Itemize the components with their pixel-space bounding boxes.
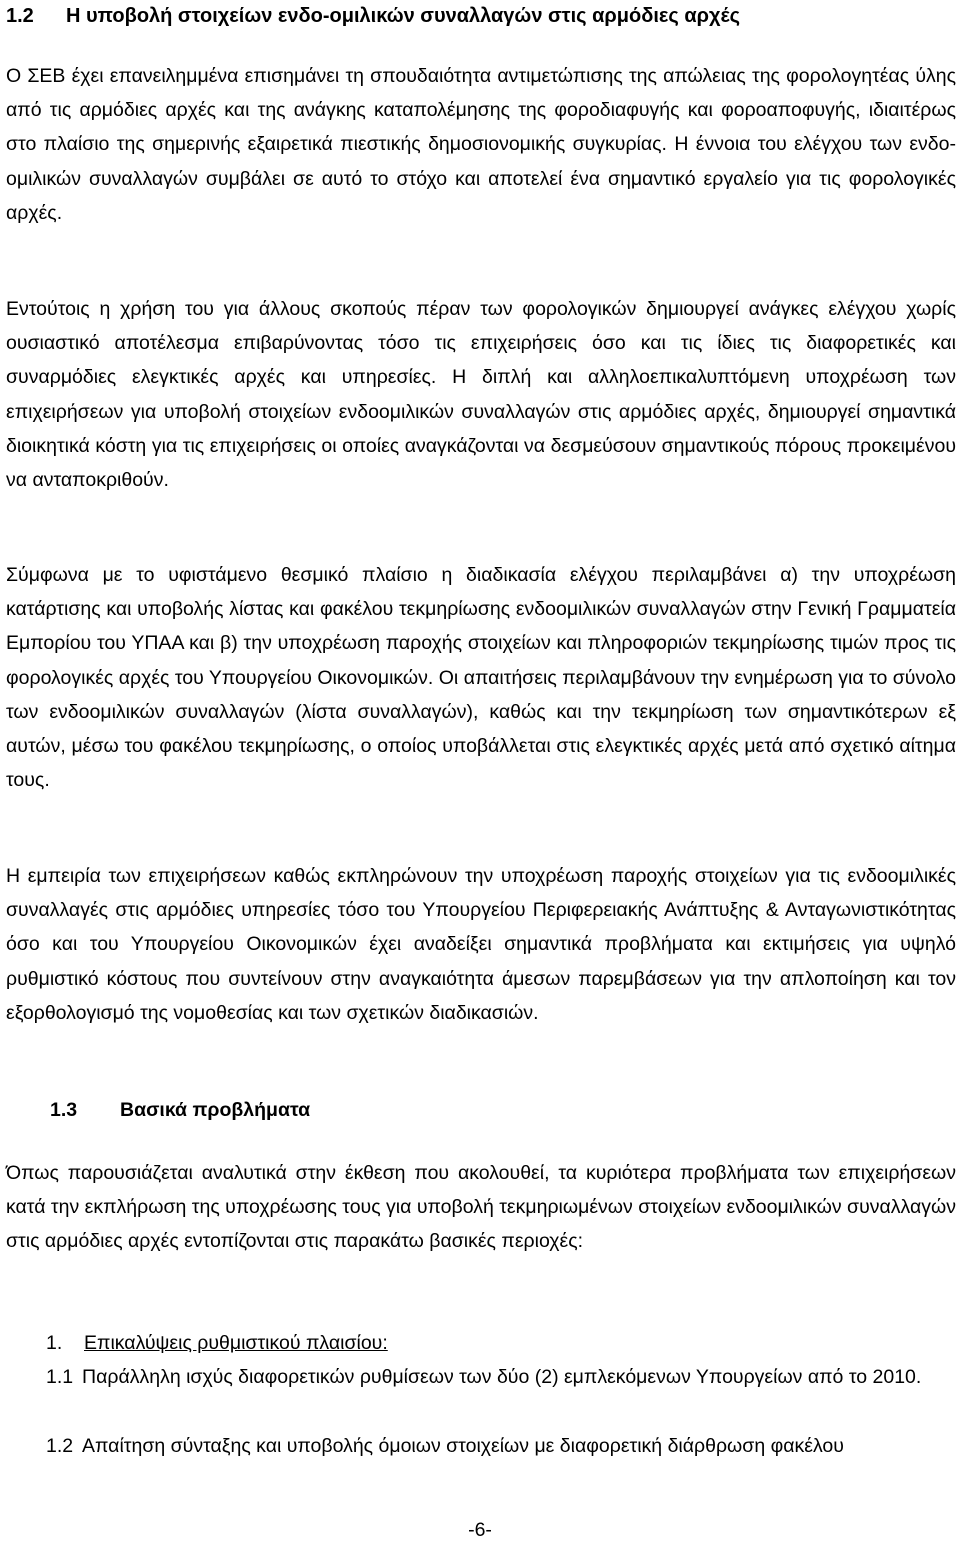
list-item-1-text: Επικαλύψεις ρυθμιστικού πλαισίου: <box>84 1332 388 1354</box>
section-heading <box>6 4 740 28</box>
list-item-1-2-text: Απαίτηση σύνταξης και υποβολής όμοιων στοιχείων με διαφορετική διάρθρωση φακέλου <box>82 1435 844 1457</box>
section-title: Η υποβολή στοιχείων ενδο-ομιλικών συναλλαγών στις αρμόδιες αρχές <box>66 5 740 27</box>
list-item-1-1-number: 1.1 <box>46 1366 74 1388</box>
paragraph-3: Σύμφωνα με το υφιστάμενο θεσμικό πλαίσιο η διαδικασία ελέγχου περιλαμβάνει α) την υποχρέωση κατάρτισης και υποβολής λίστας και φακέλου τεκμηρίωσης ενδοομιλικών συναλλαγών στην Γενική Γραμματεία Εμπορίου του ΥΠΑΑ και β) την υποχρέωση παροχής στοιχείων και πληροφοριών τεκμηρίωσης τιμών προς τις φορολογικές αρχές του Υπουργείου Οικονομικών. Οι απαιτήσεις περιλαμβάνουν την ενημέρωση για το σύνολο των ενδοομιλικών συναλλαγών (λίστα συναλλαγών), καθώς και την τεκμηρίωση των σημαντικότερων εξ αυτών, μέσω του φακέλου τεκμηρίωσης, ο οποίος υποβάλλεται στις ελεγκτικές αρχές μετά από σχετικό αίτημα τους. <box>6 564 956 792</box>
paragraph-2: Εντούτοις η χρήση του για άλλους σκοπούς πέραν των φορολογικών δημιουργεί ανάγκες ελέγχου χωρίς ουσιαστικό αποτέλεσμα επιβαρύνοντας τόσο τις επιχειρήσεις όσο και τις ίδιες τις διαφορετικές και συναρμόδιες ελεγκτικές αρχές και υπηρεσίες. Η διπλή και αλληλοεπικαλυπτόμενη υποχρέωση των επιχειρήσεων για υποβολή στοιχείων ενδοομιλικών συναλλαγών στις αρμόδιες αρχές, δημιουργεί σημαντικά διοικητικά κόστη για τις επιχειρήσεις οι οποίες αναγκάζονται να δεσμεύσουν σημαντικούς πόρους προκειμένου να ανταποκριθούν. <box>6 298 956 492</box>
subsection-number: 1.3 <box>50 1099 78 1121</box>
subsection-title: Βασικά προβλήματα <box>120 1099 311 1121</box>
list-item-1-number: 1. <box>46 1332 63 1354</box>
list-item-1-1 <box>46 1360 956 1394</box>
page-number: -6- <box>468 1519 492 1541</box>
paragraph-4: Η εμπειρία των επιχειρήσεων καθώς εκπληρώνουν την υποχρέωση παροχής στοιχείων για τις ενδοομιλικές συναλλαγές στις αρμόδιες υπηρεσίες τόσο του Υπουργείου Περιφερειακής Ανάπτυξης & Ανταγωνιστικότητας όσο και του Υπουργείου Οικονομικών έχει αναδείξει σημαντικά προβλήματα και εκτιμήσεις για υψηλό ρυθμιστικό κόστους που συντείνουν στην αναγκαιότητα άμεσων παρεμβάσεων για την απλοποίηση και τον εξορθολογισμό της νομοθεσίας και των σχετικών διαδικασιών. <box>6 865 956 1024</box>
list-item-1-2 <box>46 1429 956 1463</box>
section-number: 1.2 <box>6 5 34 27</box>
list-item-1-2-number: 1.2 <box>46 1435 74 1457</box>
list-item-1 <box>46 1326 956 1360</box>
list-item-1-1-text: Παράλληλη ισχύς διαφορετικών ρυθμίσεων των δύο (2) εμπλεκόμενων Υπουργείων από το 2010. <box>82 1366 922 1388</box>
paragraph-1: Ο ΣΕΒ έχει επανειλημμένα επισημάνει τη σπουδαιότητα αντιμετώπισης της απώλειας της φορολογητέας ύλης από τις αρμόδιες αρχές και της ανάγκης καταπολέμησης της φοροδιαφυγής και φοροαποφυγής, ιδιαιτέρως στο πλαίσιο της σημερινής εξαιρετικά πιεστικής δημοσιονομικής συγκυρίας. Η έννοια του ελέγχου των ενδο-ομιλικών συναλλαγών συμβάλει σε αυτό το στόχο και αποτελεί ένα σημαντικό εργαλείο για τις φορολογικές αρχές. <box>6 65 956 224</box>
paragraph-5: Όπως παρουσιάζεται αναλυτικά στην έκθεση που ακολουθεί, τα κυριότερα προβλήματα των επιχειρήσεων κατά την εκπλήρωση της υποχρέωσης τους για υποβολή τεκμηριωμένων στοιχείων ενδοομιλικών συναλλαγών στις αρμόδιες αρχές εντοπίζονται στις παρακάτω βασικές περιοχές: <box>6 1162 956 1253</box>
subsection-heading <box>50 1093 310 1127</box>
